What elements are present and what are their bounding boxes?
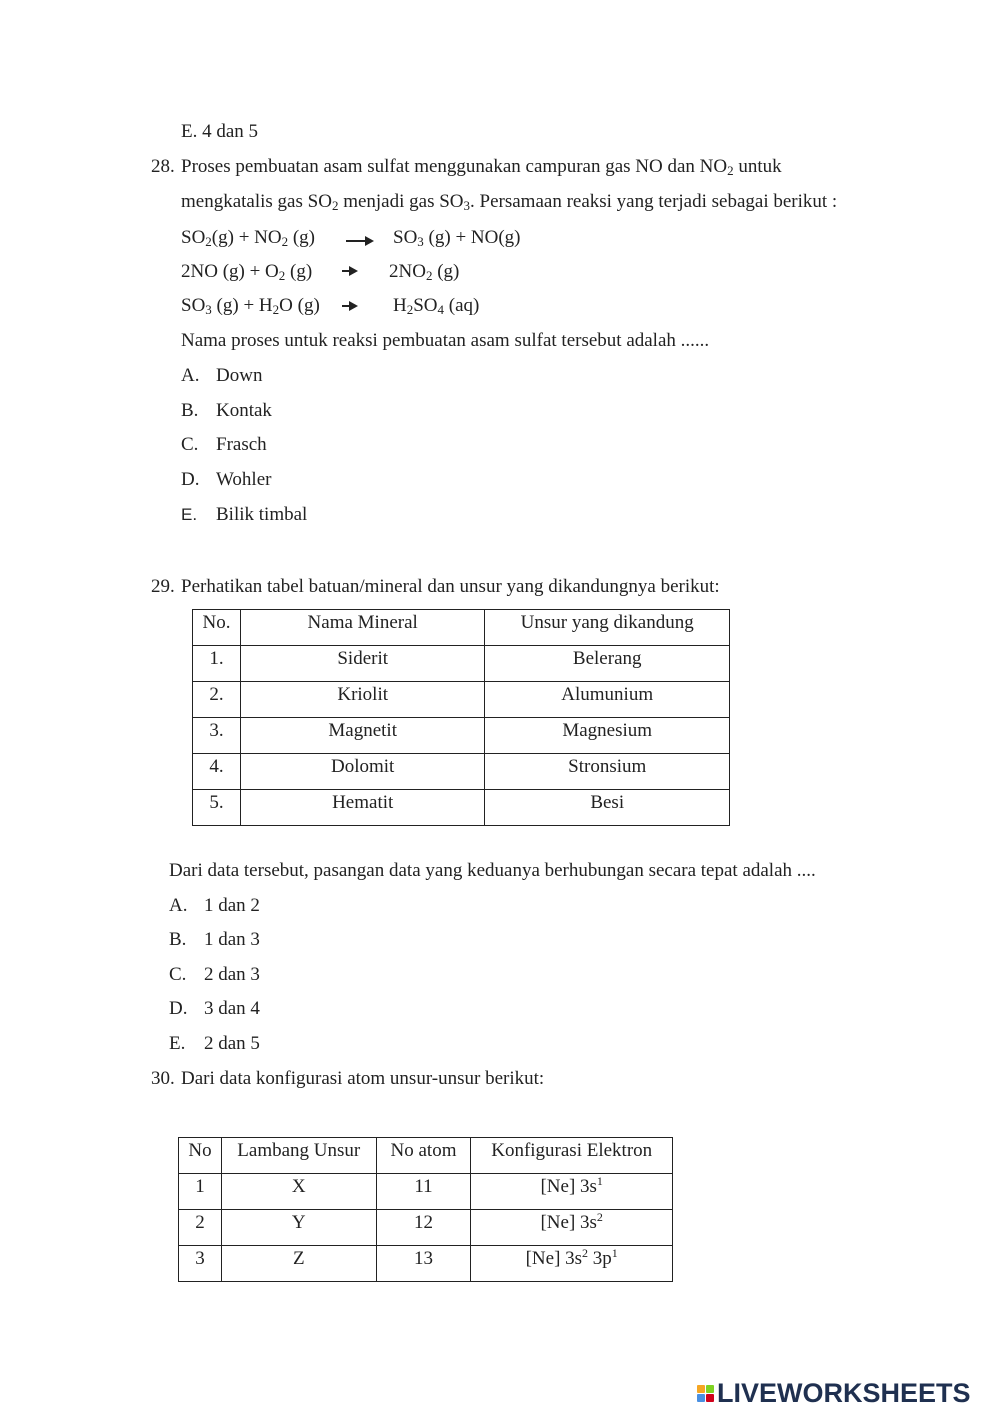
q29-option-e[interactable] bbox=[169, 1033, 260, 1055]
question-28-prompt: Nama proses untuk reaksi pembuatan asam sulfat tersebut adalah ...... bbox=[181, 330, 710, 351]
option-text: Down bbox=[216, 365, 263, 386]
option-text: Bilik timbal bbox=[216, 504, 308, 525]
table-row bbox=[179, 1210, 673, 1246]
q29-option-d[interactable] bbox=[169, 998, 260, 1020]
table-cell: Kriolit bbox=[240, 682, 484, 718]
table-header-cell: Lambang Unsur bbox=[221, 1138, 376, 1174]
option-text: Wohler bbox=[216, 469, 272, 490]
q28-option-c[interactable] bbox=[181, 434, 267, 456]
table-cell: 2. bbox=[193, 682, 241, 718]
table-cell: 1. bbox=[193, 646, 241, 682]
q28-option-e[interactable] bbox=[181, 504, 307, 526]
reaction-arrow-icon bbox=[342, 270, 356, 272]
table-header-cell: No atom bbox=[376, 1138, 471, 1174]
option-text: 1 dan 3 bbox=[204, 929, 260, 950]
table-cell: 3. bbox=[193, 718, 241, 754]
reaction-3-products: $H_2SO_4$ (aq) bbox=[393, 295, 480, 317]
option-text: 3 dan 4 bbox=[204, 998, 260, 1019]
question-30-stem: Dari data konfigurasi atom unsur-unsur berikut: bbox=[181, 1068, 545, 1089]
table-cell: Stronsium bbox=[485, 754, 730, 790]
table-cell: Hematit bbox=[240, 790, 484, 826]
option-letter: D. bbox=[181, 469, 200, 490]
option-text: Frasch bbox=[216, 434, 267, 455]
logo-square bbox=[706, 1394, 714, 1402]
reaction-3-reactants: $SO_3$ $(g) + H_2O$ (g) bbox=[181, 295, 320, 317]
table-cell: X bbox=[221, 1174, 376, 1210]
question-28-number: 28. bbox=[151, 156, 175, 177]
logo-square bbox=[706, 1385, 714, 1393]
table-cell: 5. bbox=[193, 790, 241, 826]
q28-option-b[interactable] bbox=[181, 400, 272, 422]
table-row bbox=[179, 1174, 673, 1210]
option-letter: C. bbox=[169, 964, 187, 985]
question-29-prompt: Dari data tersebut, pasangan data yang keduanya berhubungan secara tepat adalah .... bbox=[169, 860, 816, 881]
table-cell: [Ne] $3s^2$ bbox=[471, 1210, 673, 1246]
q28-option-d[interactable] bbox=[181, 469, 271, 491]
table-header-cell: Unsur yang dikandung bbox=[485, 610, 730, 646]
table-cell: 2 bbox=[179, 1210, 222, 1246]
q28-option-a[interactable] bbox=[181, 365, 262, 387]
option-letter: E. bbox=[181, 505, 198, 524]
table-cell: 12 bbox=[376, 1210, 471, 1246]
table-cell: [Ne] $3s^1$ bbox=[471, 1174, 673, 1210]
reaction-arrow-icon bbox=[342, 305, 356, 307]
logo-square bbox=[697, 1385, 705, 1393]
q29-option-a[interactable] bbox=[169, 895, 260, 917]
table-header-cell: No. bbox=[193, 610, 241, 646]
reaction-1-products: $SO_3$ (g) + NO(g) bbox=[393, 227, 521, 249]
reaction-1-reactants: $SO_2(g) + NO_2$ (g) bbox=[181, 227, 316, 249]
table-header-cell: Nama Mineral bbox=[240, 610, 484, 646]
table-cell: Besi bbox=[485, 790, 730, 826]
table-cell: Alumunium bbox=[485, 682, 730, 718]
option-letter: C. bbox=[181, 434, 199, 455]
table-row bbox=[193, 646, 730, 682]
question-28-stem-line2: mengkatalis gas $SO_2$ menjadi gas $SO_3$. Persamaan reaksi yang terjadi sebagai berikut : bbox=[181, 191, 838, 213]
table-cell: Siderit bbox=[240, 646, 484, 682]
table-row bbox=[193, 754, 730, 790]
reaction-2-reactants: 2NO $(g) + O_2$ (g) bbox=[181, 261, 313, 283]
table-cell: 13 bbox=[376, 1246, 471, 1282]
table-row bbox=[179, 1246, 673, 1282]
table-cell: Z bbox=[221, 1246, 376, 1282]
table-cell: 4. bbox=[193, 754, 241, 790]
table-cell: Magnetit bbox=[240, 718, 484, 754]
question-29-number: 29. bbox=[151, 576, 175, 597]
mineral-table bbox=[192, 609, 730, 826]
table-header-row bbox=[179, 1138, 673, 1174]
option-text: 1 dan 2 bbox=[204, 895, 260, 916]
table-header-cell: Konfigurasi Elektron bbox=[471, 1138, 673, 1174]
table-row bbox=[193, 718, 730, 754]
table-header-row bbox=[193, 610, 730, 646]
option-letter: B. bbox=[181, 400, 199, 421]
table-cell: Y bbox=[221, 1210, 376, 1246]
question-28-stem-line1: Proses pembuatan asam sulfat menggunakan campuran gas NO dan $NO_2$ untuk bbox=[181, 156, 782, 178]
table-cell: Magnesium bbox=[485, 718, 730, 754]
table-cell: Dolomit bbox=[240, 754, 484, 790]
option-letter: A. bbox=[169, 895, 188, 916]
reaction-arrow-icon bbox=[346, 240, 372, 242]
table-header-cell: No bbox=[179, 1138, 222, 1174]
logo-text: LIVEWORKSHEETS bbox=[717, 1378, 971, 1408]
table-cell: 3 bbox=[179, 1246, 222, 1282]
table-cell: Belerang bbox=[485, 646, 730, 682]
logo-icon bbox=[697, 1385, 714, 1402]
option-letter: B. bbox=[169, 929, 187, 950]
option-letter: A. bbox=[181, 365, 200, 386]
option-text: 2 dan 3 bbox=[204, 964, 260, 985]
option-text: 2 dan 5 bbox=[204, 1033, 260, 1054]
prev-option-e: E. 4 dan 5 bbox=[181, 121, 259, 142]
option-letter: D. bbox=[169, 998, 188, 1019]
liveworksheets-logo bbox=[697, 1378, 971, 1409]
q29-option-b[interactable] bbox=[169, 929, 260, 951]
configuration-table bbox=[178, 1137, 673, 1282]
table-cell: 11 bbox=[376, 1174, 471, 1210]
reaction-2-products: $2NO_2$ (g) bbox=[389, 261, 460, 283]
table-cell: [Ne] $3s^2$ $3p^1$ bbox=[471, 1246, 673, 1282]
question-30-number: 30. bbox=[151, 1068, 175, 1089]
table-row bbox=[193, 790, 730, 826]
question-29-stem: Perhatikan tabel batuan/mineral dan unsur yang dikandungnya berikut: bbox=[181, 576, 720, 597]
logo-square bbox=[697, 1394, 705, 1402]
option-letter: E. bbox=[169, 1033, 186, 1054]
q29-option-c[interactable] bbox=[169, 964, 260, 986]
table-row bbox=[193, 682, 730, 718]
option-text: Kontak bbox=[216, 400, 272, 421]
table-cell: 1 bbox=[179, 1174, 222, 1210]
